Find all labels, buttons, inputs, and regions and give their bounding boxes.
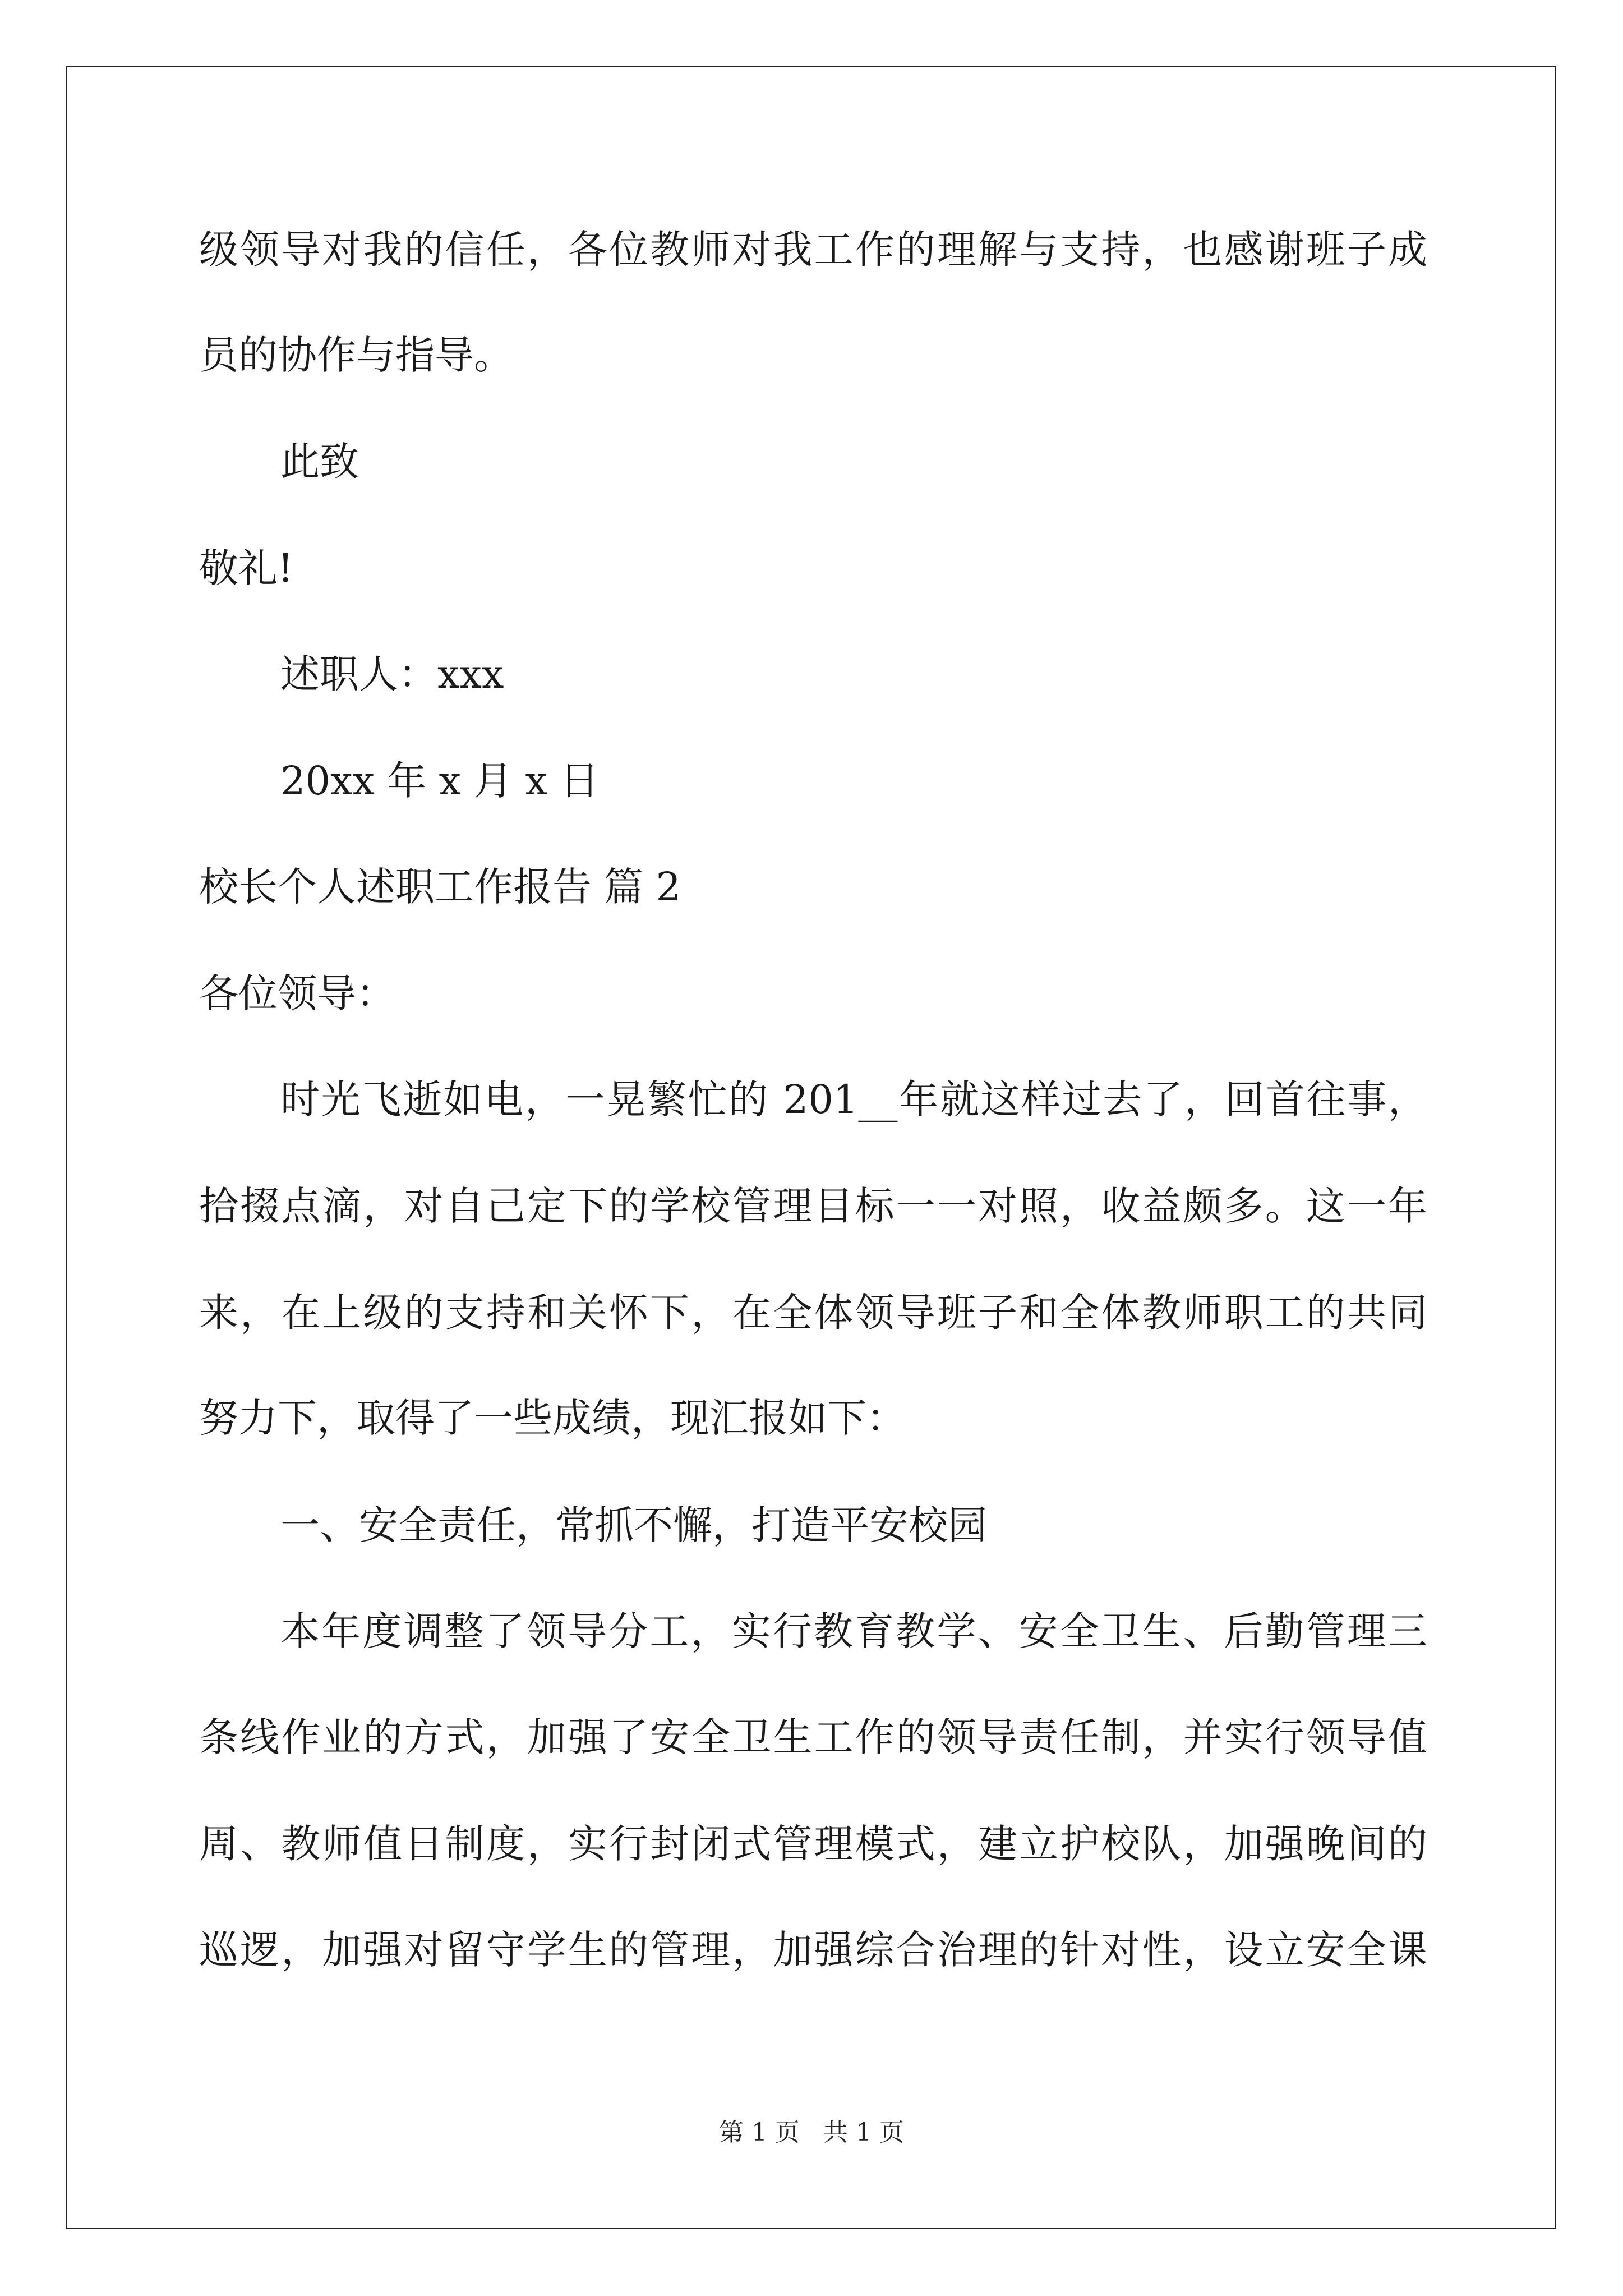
greeting-line: 各位领导： <box>199 970 395 1016</box>
closing-regards: 敬礼! <box>199 545 294 591</box>
body-text-line: 巡逻，加强对留守学生的管理，加强综合治理的针对性，设立安全课 <box>199 1927 1427 1973</box>
body-text-line: 来，在上级的支持和关怀下，在全体领导班子和全体教师职工的共同 <box>199 1290 1427 1336</box>
page-footer: 第 1 页 共 1 页 <box>719 2118 904 2147</box>
section-heading: 校长个人述职工作报告 篇 2 <box>199 864 681 910</box>
body-text-line: 员的协作与指导。 <box>199 332 513 378</box>
subsection-heading: 一、安全责任，常抓不懈，打造平安校园 <box>280 1502 987 1548</box>
closing-salutation: 此致 <box>280 439 359 485</box>
body-text-line: 条线作业的方式，加强了安全卫生工作的领导责任制，并实行领导值 <box>199 1714 1427 1760</box>
body-text-line: 拾掇点滴，对自己定下的学校管理目标一一对照，收益颇多。这一年 <box>199 1183 1427 1229</box>
body-text-line: 努力下，取得了一些成绩，现汇报如下： <box>199 1395 906 1441</box>
body-text-line: 周、教师值日制度，实行封闭式管理模式，建立护校队，加强晚间的 <box>199 1821 1427 1867</box>
body-text-line: 级领导对我的信任，各位教师对我工作的理解与支持，也感谢班子成 <box>199 227 1427 273</box>
body-text-line: 本年度调整了领导分工，实行教育教学、安全卫生、后勤管理三 <box>280 1608 1427 1654</box>
date-line: 20xx 年 x 月 x 日 <box>280 758 600 804</box>
signature-line: 述职人：xxx <box>280 651 504 697</box>
body-text-line: 时光飞逝如电，一晃繁忙的 201__年就这样过去了，回首往事， <box>280 1076 1427 1122</box>
page-border <box>66 66 1556 2229</box>
